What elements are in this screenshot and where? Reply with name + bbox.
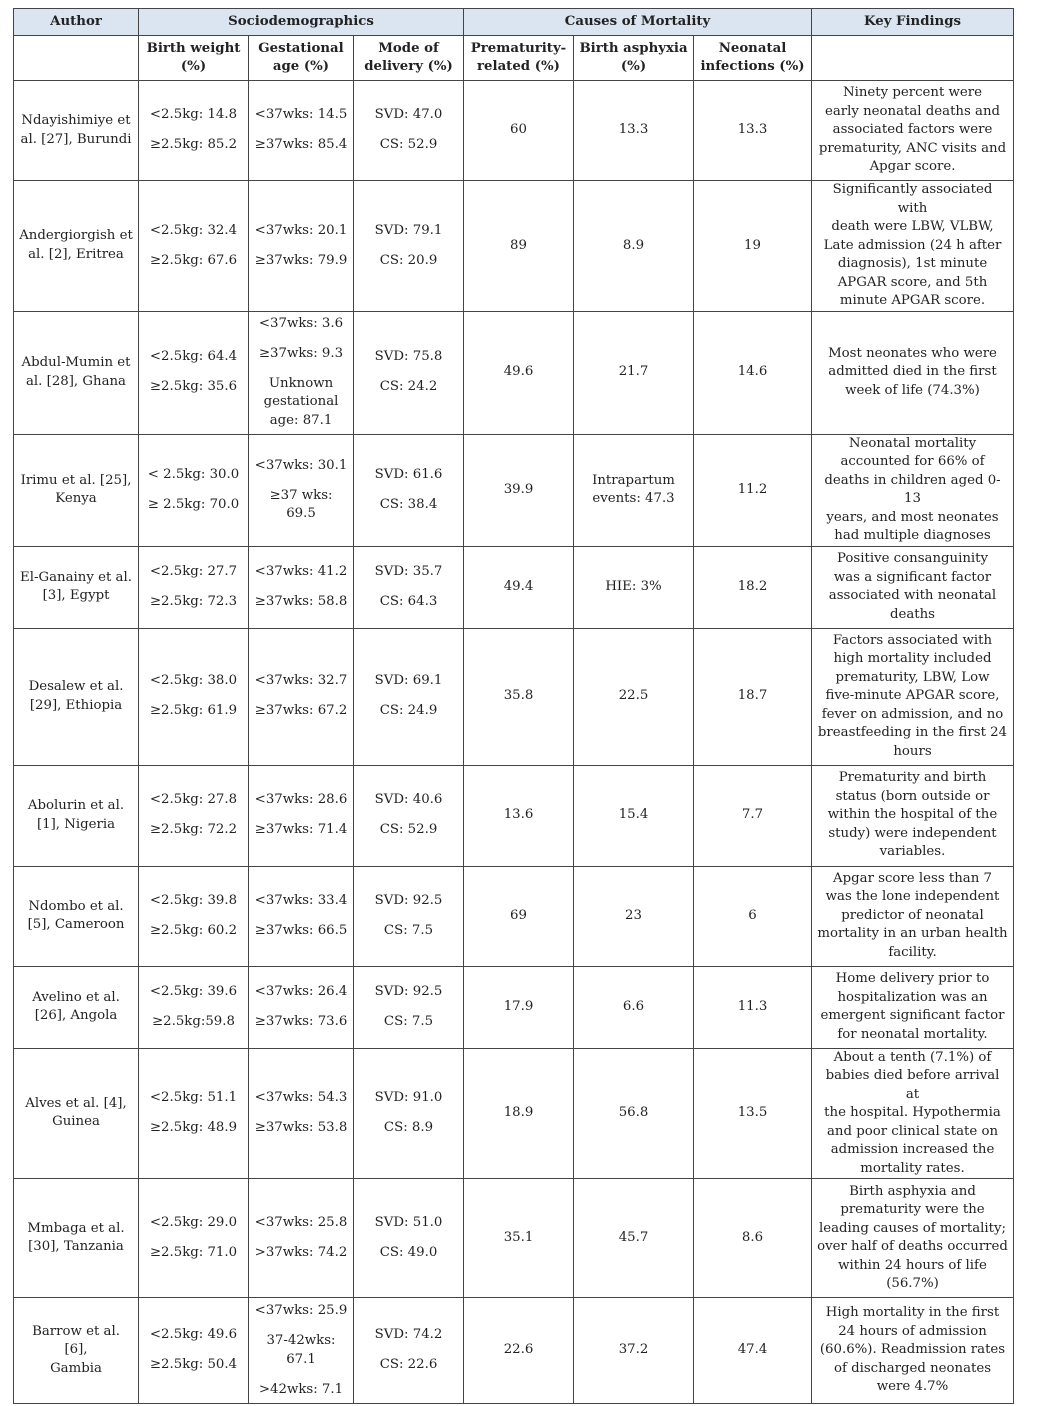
- gestational-age-value: <37wks: 30.1: [254, 457, 348, 473]
- mode-of-delivery-value: SVD: 74.2: [374, 1327, 443, 1343]
- birth-asphyxia-line: 21.7: [618, 364, 649, 380]
- key-findings-line: (56.7%): [886, 1276, 939, 1291]
- birth-weight-value: ≥2.5kg: 67.6: [149, 252, 238, 268]
- mode-of-delivery-value: CS: 38.4: [379, 496, 438, 512]
- mode-of-delivery-value: SVD: 47.0: [374, 107, 443, 123]
- key-findings-line: the hospital. Hypothermia: [824, 1105, 1001, 1120]
- key-findings-line: Birth asphyxia and: [849, 1183, 976, 1199]
- author-line: Irimu et al. [25],: [20, 472, 132, 488]
- author-cell: [14, 1298, 139, 1404]
- mode-of-delivery-value: CS: 24.2: [379, 379, 438, 395]
- birth-asphyxia-line: 15.4: [618, 807, 649, 823]
- key-findings-line: variables.: [879, 844, 946, 860]
- author-line: El-Ganainy et al.: [20, 569, 132, 585]
- key-findings-line: prematurity were the: [840, 1202, 985, 1217]
- birth-asphyxia-line: 13.3: [618, 122, 649, 138]
- key-findings-line: Most neonates who were: [828, 345, 997, 361]
- birth-weight-value: <2.5kg: 38.0: [149, 673, 238, 689]
- gestational-age-value: <37wks: 32.7: [254, 673, 348, 689]
- birth-weight-cell: [139, 966, 249, 1048]
- mode-of-delivery-value: CS: 52.9: [379, 137, 438, 153]
- key-findings-line: was a significant factor: [833, 569, 992, 585]
- birth-weight-value: <2.5kg: 27.7: [149, 563, 238, 579]
- author-line: [5], Cameroon: [27, 917, 125, 932]
- author-line: al. [28], Ghana: [26, 373, 126, 389]
- gestational-age-cell: [249, 434, 354, 546]
- prematurity-cell: 35.8: [464, 628, 574, 765]
- key-findings-line: were 4.7%: [876, 1379, 949, 1395]
- author-cell: [14, 1179, 139, 1298]
- birth-weight-value: <2.5kg: 39.8: [149, 892, 238, 908]
- key-findings-line: for neonatal mortality.: [837, 1026, 988, 1042]
- birth-weight-value: ≥2.5kg: 61.9: [149, 703, 238, 719]
- author-cell: [14, 765, 139, 866]
- birth-weight-cell: [139, 546, 249, 628]
- table-row: [14, 866, 1014, 966]
- birth-asphyxia-cell: [574, 866, 694, 966]
- key-findings-line: prematurity, LBW, Low: [835, 669, 990, 685]
- mode-of-delivery-value: CS: 24.9: [379, 703, 438, 719]
- gestational-age-cell: [249, 1179, 354, 1298]
- table-row: [14, 1179, 1014, 1298]
- mode-of-delivery-cell: [354, 1179, 464, 1298]
- key-findings-line: within the hospital of the: [827, 807, 998, 823]
- mode-of-delivery-value: SVD: 75.8: [374, 349, 443, 365]
- key-findings-line: Home delivery prior to: [835, 971, 990, 986]
- mode-of-delivery-value: CS: 8.9: [383, 1120, 434, 1135]
- birth-weight-value: <2.5kg: 32.4: [149, 222, 238, 238]
- key-findings-line: Factors associated with: [832, 632, 993, 648]
- key-findings-cell: [812, 311, 1014, 434]
- mode-of-delivery-value: CS: 52.9: [379, 822, 438, 838]
- birth-weight-cell: [139, 434, 249, 546]
- mode-of-delivery-cell: [354, 434, 464, 546]
- key-findings-line: early neonatal deaths and: [824, 103, 1001, 119]
- gestational-age-value: ≥37wks: 73.6: [254, 1013, 348, 1029]
- mode-of-delivery-value: CS: 64.3: [379, 593, 438, 609]
- birth-weight-value: ≥2.5kg: 72.2: [149, 822, 238, 838]
- gestational-age-value: <37wks: 25.8: [254, 1214, 348, 1230]
- author-line: Ndayishimiye et: [21, 113, 131, 128]
- gestational-age-value: <37wks: 3.6: [258, 315, 344, 331]
- key-findings-cell: [812, 628, 1014, 765]
- key-findings-line: mortality in an urban health: [817, 926, 1008, 942]
- birth-weight-value: <2.5kg: 14.8: [149, 107, 238, 123]
- birth-asphyxia-line: 37.2: [618, 1342, 649, 1358]
- birth-weight-cell: [139, 181, 249, 312]
- birth-asphyxia-cell: [574, 1298, 694, 1404]
- neonatal-infections-cell: 14.6: [694, 311, 812, 434]
- table-row: [14, 1048, 1014, 1179]
- table-row: [14, 966, 1014, 1048]
- key-findings-cell: [812, 966, 1014, 1048]
- author-line: Kenya: [55, 491, 97, 506]
- birth-asphyxia-line: events: 47.3: [592, 491, 675, 506]
- key-findings-line: had multiple diagnoses: [834, 528, 991, 543]
- birth-weight-value: < 2.5kg: 30.0: [147, 466, 240, 482]
- author-line: [29], Ethiopia: [29, 697, 123, 713]
- header-sub-row: [14, 36, 1014, 81]
- key-findings-line: babies died before arrival at: [825, 1068, 1000, 1102]
- birth-asphyxia-cell: [574, 765, 694, 866]
- neonatal-infections-cell: 6: [694, 866, 812, 966]
- key-findings-cell: [812, 1048, 1014, 1179]
- birth-weight-value: ≥2.5kg: 50.4: [149, 1357, 238, 1373]
- gestational-age-cell: [249, 181, 354, 312]
- author-cell: [14, 434, 139, 546]
- birth-weight-cell: [139, 628, 249, 765]
- birth-weight-value: <2.5kg: 27.8: [149, 792, 238, 808]
- prematurity-cell: 60: [464, 81, 574, 181]
- author-line: Ndombo et al.: [28, 898, 124, 914]
- neonatal-infections-cell: 47.4: [694, 1298, 812, 1404]
- gestational-age-value: <37wks: 14.5: [254, 107, 348, 123]
- key-findings-line: within 24 hours of life: [838, 1257, 987, 1273]
- table-row: [14, 311, 1014, 434]
- mode-of-delivery-value: SVD: 79.1: [374, 222, 443, 238]
- author-line: Andergiorgish et: [19, 228, 133, 244]
- birth-weight-cell: [139, 866, 249, 966]
- author-cell: [14, 866, 139, 966]
- header-blank-author: [14, 36, 139, 81]
- author-line: [3], Egypt: [42, 588, 110, 603]
- key-findings-line: hospitalization was an: [837, 989, 988, 1005]
- gestational-age-cell: [249, 311, 354, 434]
- gestational-age-cell: [249, 866, 354, 966]
- mode-of-delivery-cell: [354, 1298, 464, 1404]
- header-neonatal-infections: Neonatal infections (%): [694, 36, 812, 81]
- author-line: Alves et al. [4],: [25, 1095, 127, 1111]
- gestational-age-value: <37wks: 33.4: [254, 892, 348, 908]
- key-findings-line: hours: [893, 743, 932, 759]
- mode-of-delivery-cell: [354, 628, 464, 765]
- key-findings-line: prematurity, ANC visits and: [818, 140, 1007, 156]
- author-cell: [14, 966, 139, 1048]
- gestational-age-value: ≥37wks: 67.2: [254, 703, 348, 719]
- key-findings-cell: [812, 81, 1014, 181]
- neonatal-infections-cell: 18.2: [694, 546, 812, 628]
- key-findings-line: was the lone independent: [825, 889, 1000, 905]
- key-findings-line: week of life (74.3%): [845, 382, 980, 398]
- key-findings-line: facility.: [888, 944, 937, 960]
- key-findings-line: APGAR score, and 5th: [837, 274, 988, 290]
- neonatal-infections-cell: 13.3: [694, 81, 812, 181]
- key-findings-cell: [812, 181, 1014, 312]
- mode-of-delivery-value: SVD: 92.5: [374, 983, 443, 999]
- gestational-age-value: ≥37wks: 53.8: [254, 1120, 348, 1135]
- table-row: [14, 546, 1014, 628]
- header-causes-of-mortality: Causes of Mortality: [464, 9, 812, 36]
- table-body: [14, 81, 1014, 1404]
- prematurity-cell: 22.6: [464, 1298, 574, 1404]
- birth-weight-value: ≥2.5kg: 35.6: [149, 379, 238, 395]
- birth-weight-cell: [139, 1298, 249, 1404]
- key-findings-line: Neonatal mortality: [848, 435, 977, 451]
- key-findings-line: associated with neonatal: [828, 588, 997, 603]
- birth-weight-cell: [139, 1179, 249, 1298]
- gestational-age-cell: [249, 966, 354, 1048]
- gestational-age-value: <37wks: 28.6: [254, 792, 348, 808]
- key-findings-line: status (born outside or: [835, 788, 990, 804]
- birth-weight-value: <2.5kg: 39.6: [149, 983, 238, 999]
- mortality-table: [13, 8, 1014, 1404]
- birth-weight-cell: [139, 311, 249, 434]
- key-findings-line: study) were independent: [828, 825, 997, 841]
- birth-weight-value: ≥ 2.5kg: 70.0: [147, 496, 240, 512]
- key-findings-line: of discharged neonates: [833, 1360, 992, 1376]
- birth-weight-cell: [139, 81, 249, 181]
- birth-asphyxia-cell: [574, 311, 694, 434]
- mode-of-delivery-value: SVD: 92.5: [374, 892, 443, 908]
- table-row: [14, 81, 1014, 181]
- key-findings-line: deaths: [889, 606, 936, 622]
- table-row: [14, 434, 1014, 546]
- gestational-age-cell: [249, 765, 354, 866]
- gestational-age-value: ≥37wks: 71.4: [254, 822, 348, 838]
- gestational-age-value: ≥37 wks: 69.5: [269, 487, 333, 521]
- mode-of-delivery-cell: [354, 966, 464, 1048]
- birth-asphyxia-line: 56.8: [618, 1105, 649, 1120]
- birth-weight-value: ≥2.5kg: 72.3: [149, 593, 238, 609]
- birth-asphyxia-cell: [574, 1048, 694, 1179]
- gestational-age-cell: [249, 628, 354, 765]
- gestational-age-value: <37wks: 41.2: [254, 563, 348, 579]
- birth-weight-value: ≥2.5kg: 60.2: [149, 922, 238, 938]
- author-line: al. [2], Eritrea: [28, 246, 124, 262]
- author-cell: [14, 628, 139, 765]
- birth-asphyxia-cell: [574, 1179, 694, 1298]
- key-findings-line: predictor of neonatal: [841, 907, 984, 923]
- birth-weight-value: ≥2.5kg: 48.9: [149, 1120, 238, 1135]
- key-findings-line: 24 hours of admission: [838, 1323, 987, 1339]
- key-findings-line: and poor clinical state on: [826, 1123, 999, 1139]
- key-findings-line: Late admission (24 h after: [823, 237, 1002, 253]
- gestational-age-value: 37-42wks: 67.1: [266, 1333, 336, 1367]
- header-birth-asphyxia: Birth asphyxia (%): [574, 36, 694, 81]
- prematurity-cell: 39.9: [464, 434, 574, 546]
- header-gestational-age: Gestational age (%): [249, 36, 354, 81]
- birth-asphyxia-cell: [574, 181, 694, 312]
- gestational-age-cell: [249, 546, 354, 628]
- neonatal-infections-cell: 11.3: [694, 966, 812, 1048]
- neonatal-infections-cell: 13.5: [694, 1048, 812, 1179]
- birth-asphyxia-cell: [574, 966, 694, 1048]
- key-findings-line: diagnosis), 1st minute: [837, 256, 988, 271]
- birth-weight-value: <2.5kg: 29.0: [149, 1214, 238, 1230]
- birth-asphyxia-line: 8.9: [622, 237, 645, 253]
- mode-of-delivery-value: SVD: 69.1: [374, 673, 443, 689]
- gestational-age-value: >42wks: 7.1: [258, 1381, 344, 1397]
- prematurity-cell: 17.9: [464, 966, 574, 1048]
- key-findings-line: leading causes of mortality;: [818, 1220, 1007, 1236]
- author-line: al. [27], Burundi: [20, 131, 132, 147]
- gestational-age-cell: [249, 1048, 354, 1179]
- gestational-age-value: <37wks: 54.3: [254, 1090, 348, 1105]
- mode-of-delivery-value: SVD: 40.6: [374, 792, 443, 808]
- header-sociodemographics: Sociodemographics: [139, 9, 464, 36]
- header-mode-of-delivery: Mode of delivery (%): [354, 36, 464, 81]
- mode-of-delivery-value: SVD: 51.0: [374, 1214, 443, 1230]
- gestational-age-value: ≥37wks: 9.3: [258, 345, 344, 361]
- author-line: Gambia: [50, 1360, 102, 1376]
- author-line: Guinea: [52, 1114, 100, 1130]
- table-row: [14, 628, 1014, 765]
- key-findings-cell: [812, 546, 1014, 628]
- birth-weight-cell: [139, 1048, 249, 1179]
- author-line: Avelino et al.: [32, 989, 120, 1005]
- mode-of-delivery-value: SVD: 61.6: [374, 466, 443, 482]
- gestational-age-cell: [249, 1298, 354, 1404]
- birth-weight-cell: [139, 765, 249, 866]
- birth-weight-value: ≥2.5kg: 71.0: [149, 1244, 238, 1260]
- mode-of-delivery-cell: [354, 866, 464, 966]
- mode-of-delivery-value: CS: 7.5: [383, 922, 434, 938]
- gestational-age-value: ≥37wks: 58.8: [254, 593, 348, 609]
- key-findings-cell: [812, 1179, 1014, 1298]
- gestational-age-value: ≥37wks: 85.4: [254, 137, 348, 153]
- key-findings-line: death were LBW, VLBW,: [831, 219, 994, 234]
- mode-of-delivery-value: CS: 49.0: [379, 1244, 438, 1260]
- key-findings-line: five-minute APGAR score,: [825, 688, 1000, 704]
- birth-weight-value: ≥2.5kg: 85.2: [149, 137, 238, 153]
- mode-of-delivery-cell: [354, 81, 464, 181]
- header-blank-findings: [812, 36, 1014, 81]
- key-findings-cell: [812, 1298, 1014, 1404]
- author-cell: [14, 1048, 139, 1179]
- key-findings-line: associated factors were: [832, 122, 993, 138]
- mode-of-delivery-value: SVD: 91.0: [374, 1090, 443, 1105]
- key-findings-line: accounted for 66% of: [840, 454, 985, 469]
- key-findings-line: (60.6%). Readmission rates: [819, 1342, 1006, 1358]
- key-findings-line: emergent significant factor: [820, 1008, 1005, 1023]
- mode-of-delivery-cell: [354, 311, 464, 434]
- prematurity-cell: 18.9: [464, 1048, 574, 1179]
- neonatal-infections-cell: 8.6: [694, 1179, 812, 1298]
- key-findings-line: Prematurity and birth: [838, 770, 987, 786]
- author-cell: [14, 181, 139, 312]
- author-line: Abolurin et al.: [27, 798, 125, 813]
- prematurity-cell: 35.1: [464, 1179, 574, 1298]
- birth-asphyxia-line: 22.5: [618, 688, 649, 704]
- author-cell: [14, 311, 139, 434]
- author-line: [1], Nigeria: [36, 816, 116, 832]
- key-findings-line: Ninety percent were: [842, 85, 983, 101]
- gestational-age-value: <37wks: 26.4: [254, 983, 348, 999]
- birth-asphyxia-cell: [574, 546, 694, 628]
- prematurity-cell: 69: [464, 866, 574, 966]
- gestational-age-value: >37wks: 74.2: [254, 1244, 348, 1260]
- gestational-age-value: <37wks: 25.9: [254, 1303, 348, 1318]
- key-findings-line: Significantly associated with: [832, 182, 993, 216]
- header-birth-weight: Birth weight (%): [139, 36, 249, 81]
- key-findings-line: high mortality included: [833, 651, 992, 667]
- birth-asphyxia-line: Intrapartum: [592, 472, 675, 488]
- prematurity-cell: 49.6: [464, 311, 574, 434]
- table-row: [14, 765, 1014, 866]
- birth-weight-value: <2.5kg: 49.6: [149, 1327, 238, 1343]
- birth-asphyxia-cell: [574, 81, 694, 181]
- key-findings-line: admission increased the: [830, 1142, 995, 1157]
- birth-asphyxia-line: 6.6: [622, 998, 645, 1014]
- key-findings-line: minute APGAR score.: [839, 293, 986, 308]
- gestational-age-value: <37wks: 20.1: [254, 222, 348, 238]
- prematurity-cell: 49.4: [464, 546, 574, 628]
- author-line: Barrow et al. [6],: [32, 1323, 120, 1358]
- birth-asphyxia-line: 23: [625, 907, 642, 923]
- mode-of-delivery-cell: [354, 181, 464, 312]
- mode-of-delivery-value: CS: 22.6: [379, 1357, 438, 1373]
- neonatal-infections-cell: 19: [694, 181, 812, 312]
- birth-weight-value: <2.5kg: 64.4: [149, 349, 238, 365]
- key-findings-line: Positive consanguinity: [836, 551, 989, 566]
- mode-of-delivery-value: CS: 7.5: [383, 1013, 434, 1029]
- key-findings-line: breastfeeding in the first 24: [817, 725, 1008, 741]
- prematurity-cell: 13.6: [464, 765, 574, 866]
- key-findings-line: About a tenth (7.1%) of: [833, 1049, 992, 1065]
- gestational-age-value: Unknown gestational age: 87.1: [263, 375, 339, 428]
- key-findings-line: fever on admission, and no: [821, 706, 1004, 722]
- birth-weight-value: <2.5kg: 51.1: [149, 1090, 238, 1105]
- key-findings-line: over half of deaths occurred: [817, 1239, 1008, 1254]
- birth-weight-value: ≥2.5kg:59.8: [152, 1013, 235, 1029]
- prematurity-cell: 89: [464, 181, 574, 312]
- mode-of-delivery-cell: [354, 1048, 464, 1179]
- neonatal-infections-cell: 11.2: [694, 434, 812, 546]
- key-findings-cell: [812, 434, 1014, 546]
- birth-asphyxia-cell: [574, 434, 694, 546]
- author-line: Abdul-Mumin et: [21, 355, 131, 370]
- mode-of-delivery-value: CS: 20.9: [379, 252, 438, 268]
- table-row: [14, 181, 1014, 312]
- author-line: Desalew et al.: [28, 679, 124, 694]
- key-findings-line: mortality rates.: [860, 1160, 965, 1176]
- key-findings-cell: [812, 765, 1014, 866]
- key-findings-line: Apgar score.: [869, 159, 956, 175]
- mode-of-delivery-value: SVD: 35.7: [374, 563, 443, 579]
- key-findings-line: Apgar score less than 7: [833, 870, 992, 886]
- gestational-age-value: ≥37wks: 66.5: [254, 922, 348, 938]
- key-findings-line: admitted died in the first: [828, 364, 997, 380]
- key-findings-line: deaths in children aged 0-13: [824, 472, 1001, 506]
- key-findings-cell: [812, 866, 1014, 966]
- neonatal-infections-cell: 7.7: [694, 765, 812, 866]
- mode-of-delivery-cell: [354, 546, 464, 628]
- mode-of-delivery-cell: [354, 765, 464, 866]
- neonatal-infections-cell: 18.7: [694, 628, 812, 765]
- birth-asphyxia-cell: [574, 628, 694, 765]
- header-author: Author: [14, 9, 139, 36]
- author-cell: [14, 81, 139, 181]
- birth-asphyxia-line: 45.7: [618, 1229, 649, 1245]
- birth-asphyxia-line: HIE: 3%: [605, 578, 662, 594]
- key-findings-line: years, and most neonates: [826, 509, 999, 525]
- author-line: Mmbaga et al.: [27, 1220, 125, 1236]
- table-row: [14, 1298, 1014, 1404]
- gestational-age-cell: [249, 81, 354, 181]
- author-line: [30], Tanzania: [28, 1239, 124, 1254]
- key-findings-line: High mortality in the first: [825, 1305, 1000, 1321]
- header-prematurity: Prematurity-related (%): [464, 36, 574, 81]
- author-line: [26], Angola: [34, 1008, 118, 1023]
- header-group-row: [14, 9, 1014, 36]
- header-key-findings: Key Findings: [812, 9, 1014, 36]
- author-cell: [14, 546, 139, 628]
- gestational-age-value: ≥37wks: 79.9: [254, 252, 348, 268]
